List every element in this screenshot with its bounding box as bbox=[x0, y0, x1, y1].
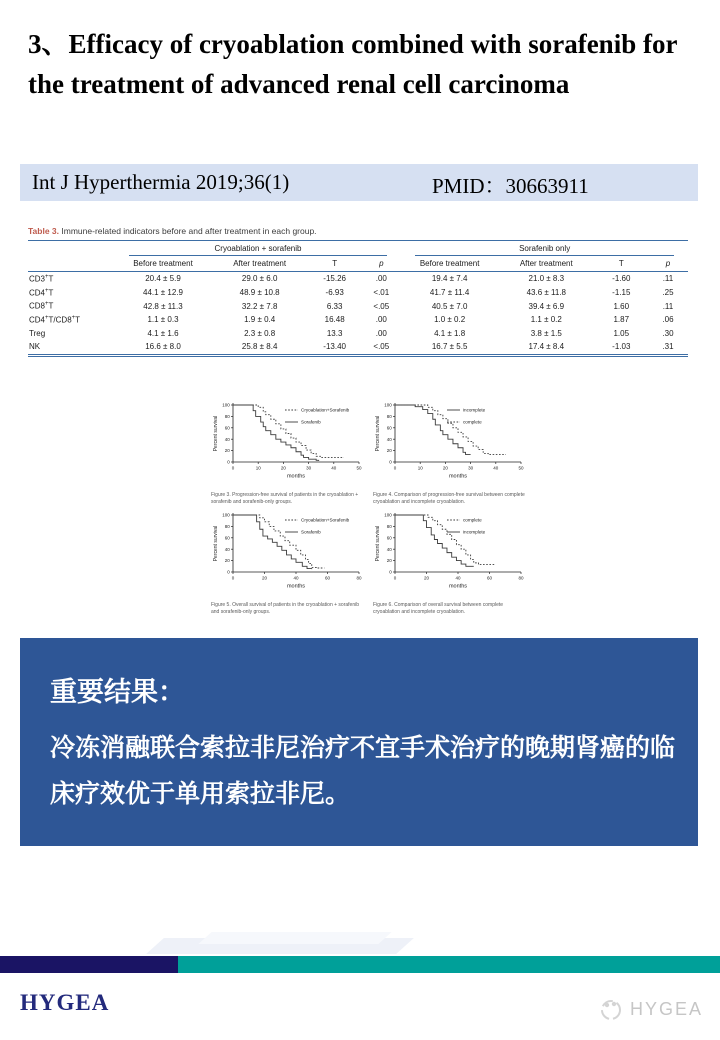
svg-text:80: 80 bbox=[224, 524, 230, 529]
table-cell: -1.03 bbox=[595, 340, 648, 356]
svg-text:20: 20 bbox=[224, 558, 230, 564]
svg-text:40: 40 bbox=[455, 575, 461, 581]
table-cell: 1.9 ± 0.4 bbox=[244, 315, 276, 325]
table-cell: 29.0 ± 6.0 bbox=[241, 274, 278, 284]
svg-text:60: 60 bbox=[324, 575, 331, 581]
svg-text:incomplete: incomplete bbox=[463, 529, 486, 535]
figures-grid bbox=[211, 400, 531, 615]
svg-text:10: 10 bbox=[417, 465, 423, 471]
table-cell: -1.15 bbox=[612, 287, 631, 297]
svg-text:80: 80 bbox=[224, 414, 230, 419]
table-row bbox=[28, 340, 688, 356]
svg-text:Sorafenib: Sorafenib bbox=[301, 529, 321, 535]
table-cell: 19.4 ± 7.4 bbox=[431, 274, 468, 284]
svg-text:months: months bbox=[448, 473, 468, 480]
table-cell: <.05 bbox=[361, 340, 401, 356]
table-cell: 1.1 ± 0.2 bbox=[530, 315, 562, 325]
table-row bbox=[28, 313, 688, 327]
table-cell: .00 bbox=[375, 328, 387, 338]
svg-text:80: 80 bbox=[386, 524, 392, 529]
svg-text:60: 60 bbox=[224, 535, 230, 541]
svg-text:50: 50 bbox=[356, 465, 362, 471]
table-cell: 13.3 bbox=[326, 328, 343, 338]
svg-text:100: 100 bbox=[384, 512, 392, 518]
table-caption-text: Immune-related indicators before and after treatment in each group. bbox=[61, 226, 317, 236]
km-figure-3 bbox=[211, 400, 363, 505]
table-cell: <.01 bbox=[373, 287, 390, 297]
table-cell: 32.2 ± 7.8 bbox=[241, 301, 278, 311]
svg-text:20: 20 bbox=[386, 558, 392, 564]
svg-text:Percent survival: Percent survival bbox=[213, 415, 219, 452]
table-cell: 48.9 ± 10.8 bbox=[239, 287, 280, 297]
svg-text:complete: complete bbox=[463, 517, 482, 523]
table-cell: 41.7 ± 11.4 bbox=[429, 287, 470, 297]
row-label: CD4+T bbox=[29, 287, 54, 298]
table-cell: -13.40 bbox=[308, 340, 361, 356]
svg-text:months: months bbox=[286, 473, 306, 480]
table-cell: 44.1 ± 12.9 bbox=[143, 287, 183, 297]
table-cell: 1.60 bbox=[613, 301, 630, 311]
table-cell: 6.33 bbox=[326, 301, 343, 311]
table-cell: .30 bbox=[662, 328, 674, 338]
group-header-sorafenib: Sorafenib only bbox=[401, 241, 688, 257]
row-label: CD4+T/CD8+T bbox=[29, 314, 81, 325]
svg-text:40: 40 bbox=[293, 575, 299, 581]
col-header: p bbox=[648, 256, 688, 272]
svg-text:incomplete: incomplete bbox=[463, 407, 486, 413]
svg-text:Sorafenib: Sorafenib bbox=[301, 419, 321, 425]
column-header-row bbox=[28, 256, 688, 272]
svg-text:Cryoablation+Sorafenib: Cryoablation+Sorafenib bbox=[301, 407, 350, 413]
svg-text:50: 50 bbox=[518, 465, 524, 471]
svg-text:40: 40 bbox=[386, 546, 392, 552]
svg-text:10: 10 bbox=[255, 465, 261, 471]
km-series bbox=[395, 405, 471, 455]
table-cell: 1.1 ± 0.3 bbox=[147, 315, 179, 325]
table-cell: 4.1 ± 1.8 bbox=[434, 328, 466, 338]
results-body: 冷冻消融联合索拉非尼治疗不宜手术治疗的晚期肾癌的临床疗效优于单用索拉非尼。 bbox=[50, 734, 676, 808]
svg-text:Percent survival: Percent survival bbox=[213, 525, 219, 562]
table-cell: 1.87 bbox=[613, 315, 630, 325]
svg-text:0: 0 bbox=[231, 465, 235, 471]
table-row bbox=[28, 299, 688, 313]
svg-text:40: 40 bbox=[224, 436, 230, 442]
table-cell: -15.26 bbox=[323, 274, 346, 284]
table-row bbox=[28, 272, 688, 286]
table-cell: .31 bbox=[648, 340, 688, 356]
table-cell: 4.1 ± 1.6 bbox=[147, 328, 179, 338]
svg-text:0: 0 bbox=[227, 459, 230, 465]
km-series bbox=[233, 515, 312, 569]
svg-text:20: 20 bbox=[423, 575, 430, 581]
table-cell: -1.60 bbox=[612, 274, 631, 284]
immune-indicators-table bbox=[28, 240, 688, 357]
table-cell: 40.5 ± 7.0 bbox=[431, 301, 468, 311]
svg-text:complete: complete bbox=[463, 419, 482, 425]
svg-text:0: 0 bbox=[389, 459, 392, 465]
km-figure-6 bbox=[373, 510, 525, 615]
corner-cell bbox=[28, 256, 115, 272]
svg-text:20: 20 bbox=[386, 448, 392, 454]
group-header-cryo: Cryoablation + sorafenib bbox=[115, 241, 402, 257]
hygea-logo: HYGEA bbox=[20, 990, 110, 1015]
table-cell: 1.05 bbox=[613, 328, 630, 338]
svg-text:Percent survival: Percent survival bbox=[375, 415, 381, 452]
km-series bbox=[233, 405, 344, 457]
svg-text:60: 60 bbox=[386, 425, 392, 431]
hygea-emblem-icon bbox=[598, 996, 624, 1022]
svg-text:40: 40 bbox=[224, 546, 230, 552]
svg-text:0: 0 bbox=[389, 569, 392, 575]
table-cell: <.05 bbox=[373, 301, 390, 311]
table-cell: .06 bbox=[662, 315, 674, 325]
col-header: T bbox=[308, 256, 361, 272]
km-chart bbox=[373, 400, 525, 486]
hygea-watermark bbox=[598, 996, 703, 1022]
table-caption bbox=[28, 226, 688, 236]
group-header-row bbox=[28, 241, 688, 257]
table-cell: 39.4 ± 6.9 bbox=[528, 301, 565, 311]
svg-text:80: 80 bbox=[356, 575, 362, 581]
table-cell: 20.4 ± 5.9 bbox=[145, 274, 181, 284]
footer-decoration bbox=[198, 932, 391, 944]
figure-caption: Figure 4. Comparison of progression-free survival between complete cryoablation and incomplete cryoablation. bbox=[373, 492, 525, 505]
footer-bar-navy bbox=[0, 956, 178, 973]
svg-text:20: 20 bbox=[280, 465, 286, 471]
table-caption-label: Table 3. bbox=[28, 226, 60, 236]
table-cell: .25 bbox=[662, 287, 674, 297]
svg-text:40: 40 bbox=[386, 436, 392, 442]
svg-text:Percent survival: Percent survival bbox=[375, 525, 381, 562]
table-cell: -6.93 bbox=[325, 287, 344, 297]
table-cell: 3.8 ± 1.5 bbox=[530, 328, 562, 338]
km-figure-4 bbox=[373, 400, 525, 505]
table-cell: .00 bbox=[375, 274, 387, 284]
svg-text:100: 100 bbox=[222, 402, 230, 408]
table-cell: 43.6 ± 11.8 bbox=[526, 287, 566, 297]
pmid-text: PMID：30663911 bbox=[432, 174, 589, 198]
svg-text:0: 0 bbox=[393, 575, 397, 581]
table-cell: .00 bbox=[375, 315, 387, 325]
km-series bbox=[395, 515, 474, 566]
results-heading: 重要结果： bbox=[50, 677, 185, 707]
svg-text:40: 40 bbox=[493, 465, 499, 471]
svg-text:80: 80 bbox=[518, 575, 524, 581]
figure-caption: Figure 6. Comparison of overall survival between complete cryoablation and incomplete cryoablation. bbox=[373, 602, 504, 615]
journal-citation: Int J Hyperthermia 2019;36(1) bbox=[32, 170, 290, 194]
svg-text:30: 30 bbox=[468, 465, 474, 471]
svg-text:20: 20 bbox=[442, 465, 448, 471]
table-cell: .11 bbox=[662, 301, 674, 311]
col-header: After treatment bbox=[211, 256, 308, 272]
svg-text:80: 80 bbox=[386, 414, 392, 419]
svg-text:20: 20 bbox=[224, 448, 230, 454]
table-cell: 16.6 ± 8.0 bbox=[115, 340, 212, 356]
km-figure-5 bbox=[211, 510, 363, 615]
svg-text:60: 60 bbox=[224, 425, 230, 431]
slide-title: 3、Efficacy of cryoablation combined with sorafenib for the treatment of advanced renal cell carcinoma bbox=[28, 29, 677, 99]
col-header: After treatment bbox=[498, 256, 595, 272]
col-header: T bbox=[595, 256, 648, 272]
figure-caption: Figure 3. Progression-free survival of patients in the cryoablation + sorafenib and sorafenib-only groups. bbox=[211, 492, 359, 505]
results-box bbox=[20, 638, 698, 846]
svg-text:Cryoablation+Sorafenib: Cryoablation+Sorafenib bbox=[301, 517, 350, 523]
table-cell: 17.4 ± 8.4 bbox=[498, 340, 595, 356]
table-cell: 16.7 ± 5.5 bbox=[401, 340, 498, 356]
row-label: Treg bbox=[29, 328, 46, 338]
table-cell: 2.3 ± 0.8 bbox=[244, 328, 276, 338]
row-label: CD8+T bbox=[29, 301, 54, 311]
table-cell: 21.0 ± 8.3 bbox=[528, 274, 565, 284]
table-cell: 25.8 ± 8.4 bbox=[211, 340, 308, 356]
svg-text:100: 100 bbox=[384, 402, 392, 408]
col-header: Before treatment bbox=[115, 256, 212, 272]
table-cell: .11 bbox=[662, 274, 674, 284]
table-row bbox=[28, 286, 688, 300]
svg-text:60: 60 bbox=[486, 575, 493, 581]
table-row bbox=[28, 327, 688, 340]
svg-text:months: months bbox=[448, 583, 468, 590]
svg-text:20: 20 bbox=[261, 575, 268, 581]
figure-caption: Figure 5. Overall survival of patients in the cryoablation + sorafenib and sorafenib-only groups. bbox=[211, 602, 359, 615]
col-header: Before treatment bbox=[401, 256, 498, 272]
km-chart bbox=[211, 400, 363, 486]
svg-text:0: 0 bbox=[393, 465, 397, 471]
svg-text:30: 30 bbox=[306, 465, 312, 471]
svg-text:0: 0 bbox=[231, 575, 235, 581]
table-cell: 42.8 ± 11.3 bbox=[143, 301, 183, 311]
svg-text:40: 40 bbox=[331, 465, 337, 471]
svg-text:100: 100 bbox=[222, 512, 230, 518]
corner-cell bbox=[28, 241, 115, 257]
svg-text:0: 0 bbox=[227, 569, 230, 575]
km-chart bbox=[373, 510, 525, 596]
table-cell: 1.0 ± 0.2 bbox=[434, 315, 466, 325]
row-label: CD3+T bbox=[29, 274, 54, 284]
table-cell: 16.48 bbox=[324, 315, 345, 325]
km-series bbox=[233, 405, 319, 461]
km-series bbox=[395, 405, 506, 455]
svg-text:months: months bbox=[286, 583, 306, 590]
svg-text:60: 60 bbox=[386, 535, 392, 541]
km-chart bbox=[211, 510, 363, 596]
watermark-text: HYGEA bbox=[630, 998, 704, 1019]
footer-bar-teal bbox=[178, 956, 720, 973]
km-series bbox=[233, 515, 324, 568]
paper-table bbox=[28, 226, 688, 357]
col-header: p bbox=[361, 256, 401, 272]
row-label: NK bbox=[28, 340, 115, 356]
journal-bar bbox=[20, 164, 698, 201]
